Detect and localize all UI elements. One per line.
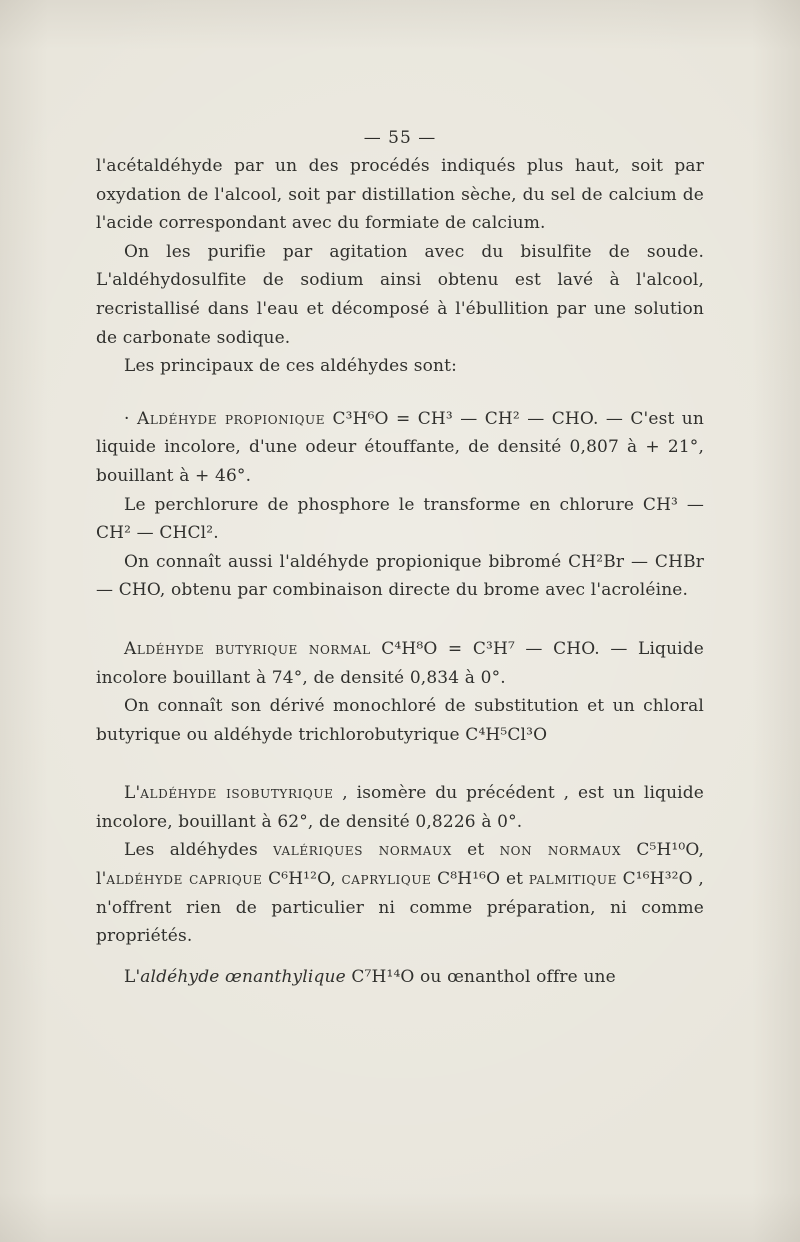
paragraph-text: C⁶H¹²O, bbox=[262, 869, 342, 890]
paragraph-intro-continuation bbox=[96, 152, 704, 238]
paragraph-text: C¹⁶H³²O , n'offrent rien de particulier ni comme préparation, ni comme propriétés. bbox=[96, 869, 704, 947]
paragraph-text: Les principaux de ces aldéhydes sont: bbox=[124, 356, 457, 377]
non-normaux-label: non normaux bbox=[499, 840, 622, 861]
paragraph-text: L' bbox=[124, 966, 141, 987]
aldehyde-propionique-heading: Aldéhyde propionique bbox=[136, 408, 326, 429]
aldehyde-caprique-label: aldéhyde caprique bbox=[106, 869, 263, 890]
paragraph-text: et bbox=[451, 840, 500, 861]
paragraph-principaux bbox=[96, 352, 704, 381]
paragraph-aldehyde-butyrique bbox=[96, 635, 704, 692]
paragraph-text: C⁴H⁸O = C³H⁷ — CHO. — Liquide incolore bouillant à 74°, de densité 0,834 à 0°. bbox=[96, 638, 705, 688]
palmitique-label: palmitique bbox=[528, 869, 617, 890]
paragraph-purification bbox=[96, 238, 704, 352]
paragraph-text: C⁸H¹⁶O et bbox=[431, 869, 529, 890]
paragraph-text: Le perchlorure de phosphore le transforme en chlorure CH³ — CH² — CHCl². bbox=[96, 494, 704, 544]
paragraph-text: C⁷H¹⁴O ou œnanthol offre une bbox=[345, 966, 616, 987]
paragraph-aldehydes-valeriques bbox=[96, 836, 704, 950]
aldehyde-butyrique-heading: Aldéhyde butyrique normal bbox=[124, 638, 371, 659]
aldehyde-oenanthylique-label: aldéhyde œnanthylique bbox=[140, 966, 346, 987]
paragraph-aldehyde-oenanthylique bbox=[96, 963, 704, 992]
text-block bbox=[96, 152, 704, 991]
caprylique-label: caprylique bbox=[341, 869, 432, 890]
paragraph-text: On connaît aussi l'aldéhyde propionique bibromé CH²Br — CHBr — CHO, obtenu par combinaison directe du brome avec l'acroléine. bbox=[96, 551, 704, 601]
aldehyde-isobutyrique-heading: aldéhyde isobutyrique bbox=[140, 783, 334, 804]
paragraph-chloral-butyrique bbox=[96, 692, 704, 749]
valeriques-normaux-label: valériques normaux bbox=[273, 840, 452, 861]
paragraph-text: C³H⁶O = CH³ — CH² — CHO. — C'est un liquide incolore, d'une odeur étouffante, de densité 0,807 à + 21°, bouillant à + 46°. bbox=[96, 408, 705, 486]
paragraph-text: C⁵H¹⁰O, l' bbox=[96, 840, 705, 890]
paragraph-text: , isomère du précédent , est un liquide incolore, bouillant à 62°, de densité 0,8226 à 0°. bbox=[96, 783, 705, 832]
paragraph-aldehyde-propionique bbox=[96, 405, 704, 491]
paragraph-text: Les aldéhydes bbox=[124, 840, 274, 861]
paragraph-perchlorure bbox=[96, 491, 704, 548]
paragraph-text: On les purifie par agitation avec du bisulfite de soude. L'aldéhydosulfite de sodium ainsi obtenu est lavé à l'alcool, recristallisé dans l'eau et décomposé à l'ébullition par une solution de carbonate sodique. bbox=[96, 241, 704, 348]
paragraph-aldehyde-isobutyrique bbox=[96, 779, 704, 836]
paragraph-text: L' bbox=[124, 783, 141, 804]
paragraph-bibrome bbox=[96, 548, 704, 605]
bullet-mark: · bbox=[124, 408, 137, 429]
page-number: — 55 — bbox=[363, 128, 437, 148]
paragraph-text: l'acétaldéhyde par un des procédés indiqués plus haut, soit par oxydation de l'alcool, soit par distillation sèche, du sel de calcium de l'acide correspondant avec du formiate de calcium. bbox=[96, 156, 704, 234]
paragraph-text: On connaît son dérivé monochloré de substitution et un chloral butyrique ou aldéhyde trichlorobutyrique C⁴H⁵Cl³O bbox=[96, 696, 704, 745]
